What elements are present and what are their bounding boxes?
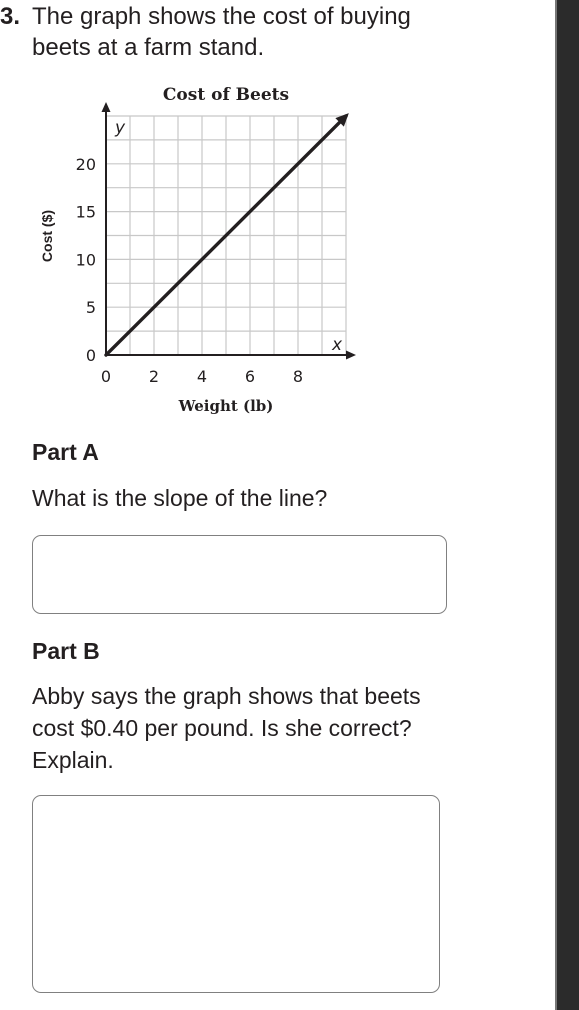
x-tick-label: 0 — [100, 367, 112, 386]
part-b-answer-box[interactable] — [32, 795, 440, 993]
part-a-prompt: What is the slope of the line? — [32, 485, 328, 511]
y-axis-label: Cost ($) — [39, 209, 55, 263]
page-side-bar — [557, 0, 579, 1010]
part-b-label: Part B — [32, 638, 100, 664]
question-text — [32, 1, 452, 63]
y-tick-label: 15 — [75, 202, 96, 222]
x-tick-label: 6 — [244, 367, 256, 386]
y-tick-label: 5 — [85, 298, 96, 318]
question-number: 3. — [0, 3, 21, 30]
y-tick-label: 10 — [75, 250, 96, 270]
part-b-prompt-line: Abby says the graph shows that beets — [32, 683, 421, 709]
x-axis-label: Weight (lb) — [178, 397, 274, 415]
x-tick-label: 2 — [148, 367, 160, 386]
part-a-label: Part A — [32, 439, 99, 465]
part-b-prompt-line: cost $0.40 per pound. Is she correct? — [32, 715, 412, 741]
question-text-line: beets at a farm stand. — [32, 34, 265, 61]
x-tick-label: 4 — [196, 367, 208, 386]
part-b-prompt — [32, 680, 472, 776]
y-tick-label: 0 — [85, 346, 96, 365]
x-axis-letter: x — [332, 335, 343, 355]
y-tick-label: 20 — [75, 154, 96, 174]
part-b-prompt-line: Explain. — [32, 747, 114, 773]
x-axis-arrowhead — [346, 351, 356, 360]
chart-title: Cost of Beets — [162, 85, 290, 105]
part-a-answer-box[interactable] — [32, 535, 447, 614]
chart-series — [106, 113, 349, 355]
x-tick-label: 8 — [292, 367, 304, 386]
y-axis-arrowhead — [102, 102, 111, 112]
cost-of-beets-chart — [30, 78, 360, 423]
y-axis-letter: y — [115, 118, 126, 138]
question-text-line: The graph shows the cost of buying — [32, 3, 411, 30]
